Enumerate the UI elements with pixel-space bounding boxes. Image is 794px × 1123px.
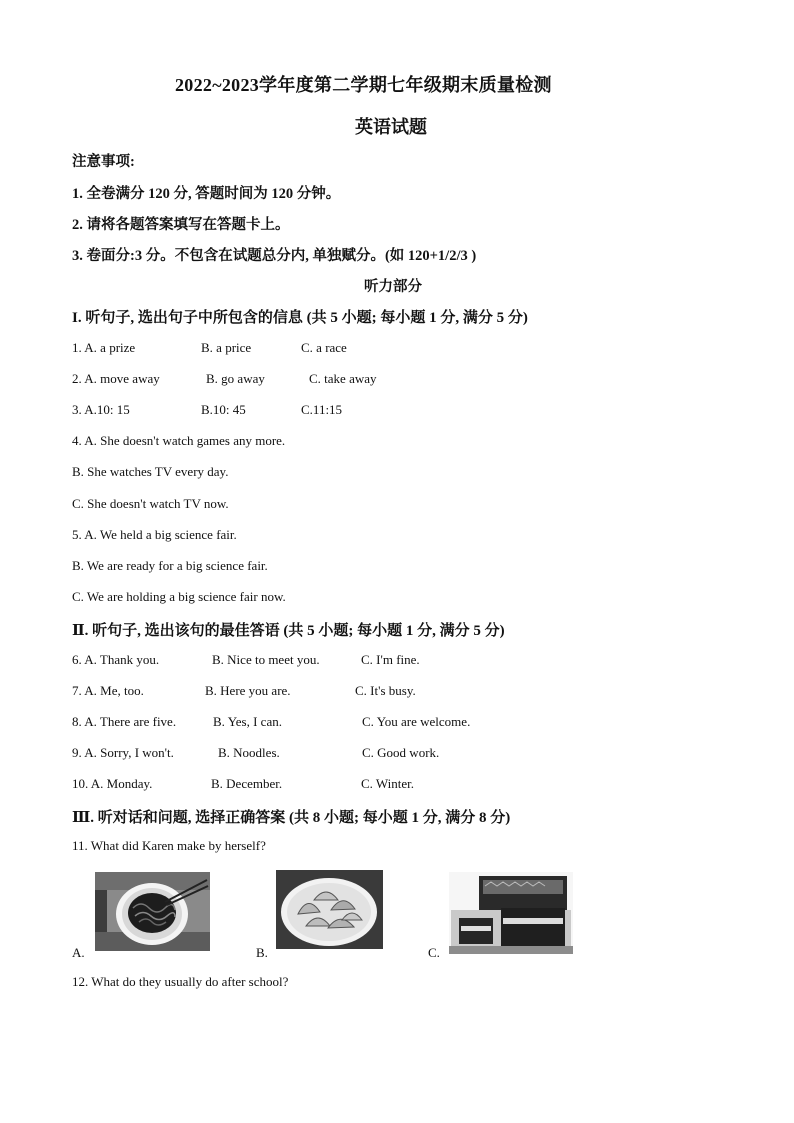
exam-subtitle: 英语试题 bbox=[355, 117, 427, 137]
dumplings-image bbox=[276, 870, 383, 949]
q3-option-a: 3. A.10: 15 bbox=[72, 402, 130, 417]
q11-label-b: B. bbox=[256, 945, 268, 960]
q1-option-b: B. a price bbox=[201, 340, 252, 355]
q2-option-a: 2. A. move away bbox=[72, 371, 160, 386]
q8-option-c: C. You are welcome. bbox=[362, 714, 471, 729]
q7-option-c: C. It's busy. bbox=[355, 683, 416, 698]
question-12-text: 12. What do they usually do after school? bbox=[72, 974, 289, 989]
q6-option-b: B. Nice to meet you. bbox=[212, 652, 320, 667]
q10-option-b: B. December. bbox=[211, 776, 283, 791]
q2-option-b: B. go away bbox=[206, 371, 265, 386]
notes-heading: 注意事项: bbox=[72, 154, 135, 170]
q11-label-c: C. bbox=[428, 945, 440, 960]
note-item-1: 1. 全卷满分 120 分, 答题时间为 120 分钟。 bbox=[72, 186, 341, 202]
q4-option-a: 4. A. She doesn't watch games any more. bbox=[72, 433, 286, 448]
section-3-heading: Ⅲ. 听对话和问题, 选择正确答案 (共 8 小题; 每小题 1 分, 满分 8 分) bbox=[72, 810, 511, 826]
note-item-2: 2. 请将各题答案填写在答题卡上。 bbox=[72, 217, 290, 233]
q1-option-a: 1. A. a prize bbox=[72, 340, 136, 355]
q5-option-a: 5. A. We held a big science fair. bbox=[72, 527, 237, 542]
noodles-image bbox=[95, 872, 210, 951]
q8-option-a: 8. A. There are five. bbox=[72, 714, 177, 729]
q9-option-a: 9. A. Sorry, I won't. bbox=[72, 745, 174, 760]
section-2-heading: Ⅱ. 听句子, 选出该句的最佳答语 (共 5 小题; 每小题 1 分, 满分 5 分) bbox=[72, 623, 505, 639]
q1-option-c: C. a race bbox=[301, 340, 347, 355]
q4-option-c: C. She doesn't watch TV now. bbox=[72, 496, 229, 511]
q4-option-b: B. She watches TV every day. bbox=[72, 464, 229, 479]
q7-option-a: 7. A. Me, too. bbox=[72, 683, 144, 698]
question-11-text: 11. What did Karen make by herself? bbox=[72, 838, 266, 853]
note-item-3: 3. 卷面分:3 分。不包含在试题总分内, 单独赋分。(如 120+1/2/3 ) bbox=[72, 248, 477, 264]
q7-option-b: B. Here you are. bbox=[205, 683, 291, 698]
section-1-heading: I. 听句子, 选出句子中所包含的信息 (共 5 小题; 每小题 1 分, 满分 5 分) bbox=[72, 310, 528, 326]
q8-option-b: B. Yes, I can. bbox=[213, 714, 282, 729]
q10-option-c: C. Winter. bbox=[361, 776, 415, 791]
q6-option-c: C. I'm fine. bbox=[361, 652, 420, 667]
q9-option-b: B. Noodles. bbox=[218, 745, 280, 760]
q10-option-a: 10. A. Monday. bbox=[72, 776, 153, 791]
q5-option-b: B. We are ready for a big science fair. bbox=[72, 558, 268, 573]
exam-title: 2022~2023学年度第二学期七年级期末质量检测 bbox=[175, 75, 552, 95]
q5-option-c: C. We are holding a big science fair now. bbox=[72, 589, 286, 604]
q9-option-c: C. Good work. bbox=[362, 745, 440, 760]
q11-label-a: A. bbox=[72, 945, 85, 960]
cake-image bbox=[449, 872, 573, 954]
q3-option-b: B.10: 45 bbox=[201, 402, 246, 417]
q6-option-a: 6. A. Thank you. bbox=[72, 652, 160, 667]
q3-option-c: C.11:15 bbox=[301, 402, 343, 417]
listening-heading: 听力部分 bbox=[364, 279, 422, 295]
q2-option-c: C. take away bbox=[309, 371, 377, 386]
